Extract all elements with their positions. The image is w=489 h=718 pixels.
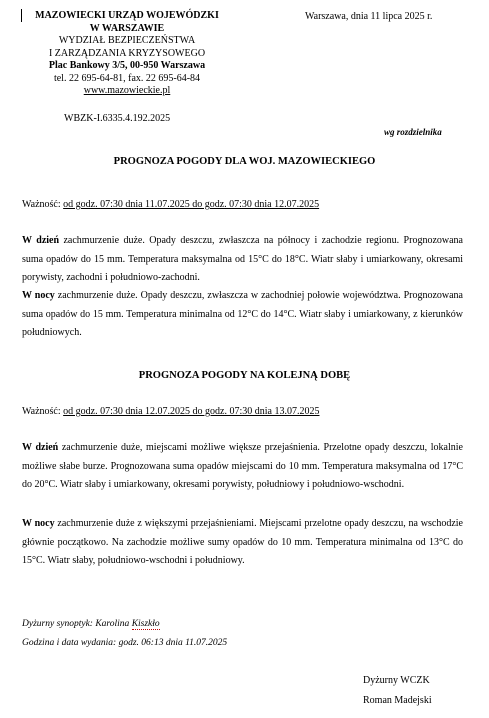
night-text: zachmurzenie duże z większymi przejaśnieniami. Miejscami przelotne opady deszczu, na wschodzie głównie początkowo. Na zachodzie możliwe sumy opadów do 10 mm. Temperatura minimalna od 13°C do 15°C. Wiatr słaby, południowo-wschodni i południowy. <box>22 518 463 566</box>
day-label: W dzień <box>22 442 59 453</box>
validity-value: od godz. 07:30 dnia 12.07.2025 do godz. 07:30 dnia 13.07.2025 <box>63 406 320 417</box>
next-day-forecast-title: PROGNOZA POGODY NA KOLEJNĄ DOBĘ <box>138 370 351 381</box>
forecast-day-paragraph <box>22 232 463 288</box>
day-text: zachmurzenie duże. Opady deszczu, zwłaszcza na północy i zachodzie regionu. Prognozowana suma opadów do 15 mm. Temperatura maksymalna od 15°C do 18°C. Wiatr słaby i umiarkowany, okresami porywisty, zachodni i południowo-zachodni. <box>22 235 463 283</box>
forecast-title: PROGNOZA POGODY DLA WOJ. MAZOWIECKIEGO <box>113 156 376 167</box>
duty-officer-name: Roman Madejski <box>363 695 432 706</box>
night-label: W nocy <box>22 518 55 529</box>
next-day-validity <box>22 406 320 417</box>
distribution-note: wg rozdzielnika <box>384 127 442 137</box>
institution-name: MAZOWIECKI URZĄD WOJEWÓDZKI <box>35 10 219 21</box>
phone-fax: tel. 22 695-64-81, fax. 22 695-64-84 <box>53 72 201 84</box>
forecast-validity <box>22 199 319 210</box>
next-day-day-paragraph <box>22 439 463 495</box>
validity-value: od godz. 07:30 dnia 11.07.2025 do godz. 07:30 dnia 12.07.2025 <box>63 199 320 210</box>
issue-datetime: Godzina i data wydania: godz. 06:13 dnia 11.07.2025 <box>22 638 228 648</box>
synoptic-signature <box>22 619 160 629</box>
day-label: W dzień <box>22 235 60 246</box>
address: Plac Bankowy 3/5, 00-950 Warszawa <box>48 60 206 71</box>
letterhead <box>23 10 231 98</box>
department-line-1: WYDZIAŁ BEZPIECZEŃSTWA <box>58 35 196 46</box>
validity-label: Ważność: <box>22 199 64 210</box>
forecast-night-paragraph <box>22 287 463 343</box>
department-line-2: I ZARZĄDZANIA KRYZYSOWEGO <box>48 47 206 59</box>
synoptic-surname: Kiszkło <box>131 619 160 629</box>
place-date: Warszawa, dnia 11 lipca 2025 r. <box>305 11 433 22</box>
institution-city: W WARSZAWIE <box>89 22 165 34</box>
reference-number: WBZK-I.6335.4.192.2025 <box>64 113 171 124</box>
night-text: zachmurzenie duże. Opady deszczu, zwłaszcza w zachodniej połowie województwa. Prognozowana suma opadów do 15 mm. Temperatura minimalna od 12°C do 14°C. Wiatr słaby i umiarkowany, z kierunków południowych. <box>22 290 463 338</box>
night-label: W nocy <box>22 290 55 301</box>
text-cursor <box>21 9 22 22</box>
validity-label: Ważność: <box>22 406 64 417</box>
day-text: zachmurzenie duże, miejscami możliwe większe przejaśnienia. Przelotne opady deszczu, lokalnie możliwe słabe burze. Prognozowana suma opadów miejscami do 10 mm. Temperatura maksymalna od 17°C do 20°C. Wiatr słaby i umiarkowany, okresami porywisty, południowy i południowo-wschodni. <box>22 442 463 490</box>
synoptic-label: Dyżurny synoptyk: Karolina <box>22 619 132 629</box>
next-day-night-paragraph <box>22 515 463 571</box>
website-link[interactable]: www.mazowieckie.pl <box>83 85 171 96</box>
duty-officer-title: Dyżurny WCZK <box>363 675 430 686</box>
